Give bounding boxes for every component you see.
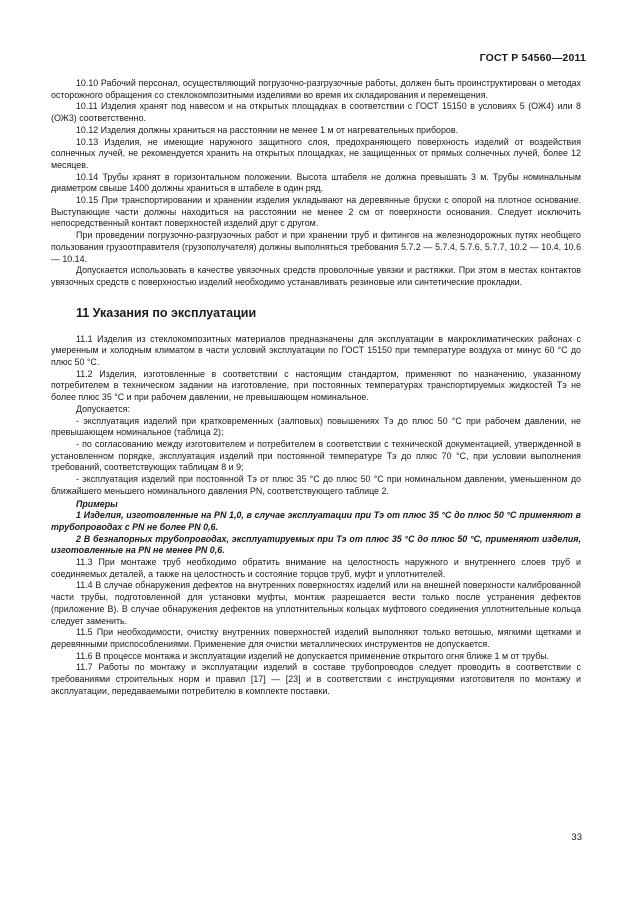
allowed-item: - эксплуатация изделий при кратковременных (залповых) повышениях Tэ до плюс 50 °С при рабочем давлении, не превышающем номинальное (таблица 2); bbox=[51, 415, 581, 438]
document-body bbox=[51, 78, 581, 697]
paragraph-tie-means: Допускается использовать в качестве увязочных средств проволочные увязки и растяжки. При этом в местах контактов увязочных средств с поверхностью изделий необходимо устанавливать резиновые или синтетические прокладки. bbox=[51, 265, 581, 287]
paragraph-10-13: 10.13 Изделия, не имеющие наружного защитного слоя, предохраняющего поверхность изделий от воздействия солнечных лучей, не рекомендуется хранить на открытых площадках, не защищенных от прямых солнечных лучей, более 12 месяцев. bbox=[51, 136, 581, 170]
allowed-label: Допускается: bbox=[76, 403, 130, 414]
allowed-item: - по согласованию между изготовителем и потребителем в соответствии с технической документацией, утвержденной в установленном порядке, эксплуатация изделий при постоянной температуре Tэ до плюс 70 °С, при условии выполнения требований, соответствующих таблицам 8 и 9; bbox=[51, 438, 581, 473]
paragraph-railway-handling: При проведении погрузочно-разгрузочных работ и при хранении труб и фитингов на железнодорожных путях необщего пользования грузоотправителя (грузополучателя) должны выполняться требования 5.7.2 — 5.7.4, 5.7.6, 5.7.7, 10.2 — 10.4, 10.6 — 10.14. bbox=[51, 230, 581, 264]
paragraph-10-11: 10.11 Изделия хранят под навесом и на открытых площадках в соответствии с ГОСТ 15150 в условиях 5 (ОЖ4) или 8 (ОЖ3) соответственно. bbox=[51, 101, 581, 124]
paragraph-10-14: 10.14 Трубы хранят в горизонтальном положении. Высота штабеля не должна превышать 3 м. Трубы номинальным диаметром свыше 1400 должны храниться в штабеле в один ряд. bbox=[51, 171, 581, 194]
paragraph-11-3: 11.3 При монтаже труб необходимо обратить внимание на целостность наружного и внутреннего слоев труб и соединяемых деталей, а также на целостность и состояние торцов труб, муфт и уплотнителей. bbox=[51, 557, 581, 579]
paragraph-11-1: 11.1 Изделия из стеклокомпозитных материалов предназначены для эксплуатации в макроклиматических районах с умеренным и холодным климатом в части условий эксплуатации по ГОСТ 15150 при температуре воздуха от минус 60 °С до плюс 50 °С. bbox=[51, 333, 581, 368]
section-11-title: 11 Указания по эксплуатации bbox=[76, 305, 257, 320]
paragraph-11-7: 11.7 Работы по монтажу и эксплуатации изделий в составе трубопроводов следует проводить в соответствии с требованиями строительных норм и правил [17] — [23] и в соответствии с инструкциями изготовителя по монтажу и эксплуатации, передаваемыми потребителю в комплекте поставки. bbox=[51, 662, 581, 696]
document-code-header: ГОСТ Р 54560—2011 bbox=[479, 52, 586, 64]
paragraph-11-6: 11.6 В процессе монтажа и эксплуатации изделий не допускается применение открытого огня ближе 1 м от трубы. bbox=[76, 650, 550, 661]
examples-label: Примеры bbox=[76, 498, 118, 509]
paragraph-10-12: 10.12 Изделия должны храниться на расстоянии не менее 1 м от нагревательных приборов. bbox=[76, 124, 459, 135]
paragraph-11-2: 11.2 Изделия, изготовленные в соответствии с настоящим стандартом, применяют по назначению, указанному потребителем в техническом задании на изготовление, при постоянных температурах транспортируемых жидкостей Tэ не более плюс 35 °С и при рабочем давлении, не превышающем номинальное. bbox=[51, 368, 581, 403]
paragraph-10-10: 10.10 Рабочий персонал, осуществляющий погрузочно-разгрузочные работы, должен быть проинструктирован о методах осторожного обращения со стеклокомпозитными изделиями во время их складирования и перемещения. bbox=[51, 78, 581, 100]
example-item: 1 Изделия, изготовленные на PN 1,0, в случае эксплуатации при Tэ от плюс 35 °С до плюс 50 °С применяют в трубопроводах с PN не более PN 0,6. bbox=[51, 510, 581, 532]
allowed-item: - эксплуатация изделий при постоянной Tэ от плюс 35 °С до плюс 50 °С при номинальном давлении, уменьшенном до ближайшего меньшего номинального давления PN, соответствующего таблице 2. bbox=[51, 474, 581, 496]
paragraph-10-15: 10.15 При транспортировании и хранении изделия укладывают на деревянные бруски с опорой на плотное основание. Выступающие части должны находиться на расстоянии не менее 2 см от поверхности основания. Следует исключить непосредственный контакт поверхностей изделий друг с другом. bbox=[51, 195, 581, 229]
page-number: 33 bbox=[571, 832, 582, 843]
paragraph-11-4: 11.4 В случае обнаружения дефектов на внутренних поверхностях изделий или на внешней поверхности калиброванной части трубы, подготовленной для установки муфты, монтаж разрешается вести только после устранения дефектов (приложение В). В случае обнаружения дефектов на уплотнительных кольцах муфтового соединения уплотнительные кольца следует заменить. bbox=[51, 580, 581, 626]
example-item: 2 В безнапорных трубопроводах, эксплуатируемых при Tэ от плюс 35 °С до плюс 50 °С, применяют изделия, изготовленные на PN не менее PN 0,6. bbox=[51, 533, 581, 556]
paragraph-11-5: 11.5 При необходимости, очистку внутренних поверхностей изделий выполняют только ветошью, мягкими щетками и деревянными приспособлениями. Применение для очистки металлических инструментов не допускается. bbox=[51, 627, 581, 649]
